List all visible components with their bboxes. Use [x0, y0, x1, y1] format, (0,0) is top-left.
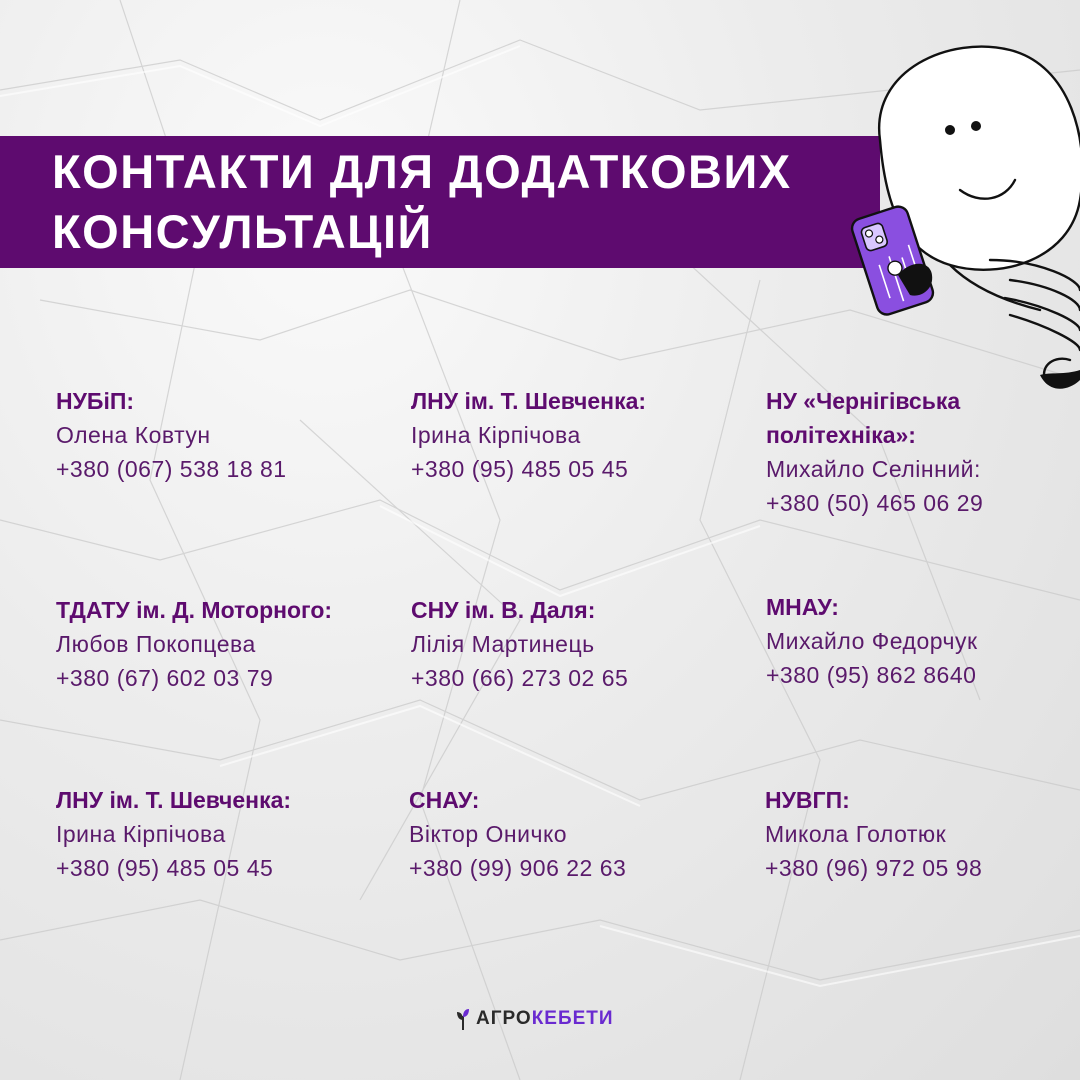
page-title [52, 142, 852, 262]
contact-phone[interactable]: +380 (50) 465 06 29 [766, 490, 984, 516]
contact-card-nubip [56, 384, 386, 486]
contact-card-lnu [411, 384, 741, 486]
smiling-character-with-phone-icon [840, 30, 1080, 400]
contact-card-tdatu [56, 593, 386, 695]
contact-person: Віктор Оничко [409, 821, 568, 847]
contact-phone[interactable]: +380 (99) 906 22 63 [409, 855, 627, 881]
contact-card-mnau [766, 590, 1066, 692]
contact-person: Любов Покопцева [56, 631, 256, 657]
brand-logo [456, 1006, 614, 1032]
contact-phone[interactable]: +380 (067) 538 18 81 [56, 456, 287, 482]
page-title-line-2: КОНСУЛЬТАЦІЙ [52, 205, 433, 258]
contact-card-snau [409, 783, 739, 885]
contact-person: Олена Ковтун [56, 422, 211, 448]
contact-org: НУБіП: [56, 388, 135, 414]
contact-org-line-1: НУ «Чернігівська [766, 388, 961, 414]
contact-org: СНАУ: [409, 787, 480, 813]
brand-logo-text-part-1: АГРО [476, 1008, 532, 1029]
contact-org: ЛНУ ім. Т. Шевченка: [56, 787, 292, 813]
contact-card-nuvgp [765, 783, 1065, 885]
brand-logo-text [476, 1008, 614, 1030]
contact-person: Микола Голотюк [765, 821, 947, 847]
contact-card-snu [411, 593, 741, 695]
contact-person: Лілія Мартинець [411, 631, 595, 657]
contact-card-lnu-2 [56, 783, 386, 885]
contact-person: Ірина Кірпічова [411, 422, 581, 448]
contact-phone[interactable]: +380 (67) 602 03 79 [56, 665, 274, 691]
title-banner [0, 136, 880, 268]
contact-card-chernihiv-polytechnic [766, 384, 1066, 520]
contact-person: Михайло Федорчук [766, 628, 978, 654]
contact-org: ЛНУ ім. Т. Шевченка: [411, 388, 647, 414]
plant-sprout-icon [456, 1008, 470, 1030]
contact-person: Ірина Кірпічова [56, 821, 226, 847]
contact-org: СНУ ім. В. Даля: [411, 597, 596, 623]
contact-org: НУВГП: [765, 787, 850, 813]
contact-phone[interactable]: +380 (96) 972 05 98 [765, 855, 983, 881]
contact-phone[interactable]: +380 (95) 485 05 45 [56, 855, 274, 881]
contact-org-line-2: політехніка»: [766, 422, 916, 448]
page-title-line-1: КОНТАКТИ ДЛЯ ДОДАТКОВИХ [52, 145, 792, 198]
contact-org: МНАУ: [766, 594, 839, 620]
contact-org: ТДАТУ ім. Д. Моторного: [56, 597, 333, 623]
contact-phone[interactable]: +380 (95) 862 8640 [766, 662, 977, 688]
contact-phone[interactable]: +380 (95) 485 05 45 [411, 456, 629, 482]
contact-phone[interactable]: +380 (66) 273 02 65 [411, 665, 629, 691]
brand-logo-text-part-2: КЕБЕТИ [531, 1008, 614, 1029]
contact-person: Михайло Селінний: [766, 456, 981, 482]
